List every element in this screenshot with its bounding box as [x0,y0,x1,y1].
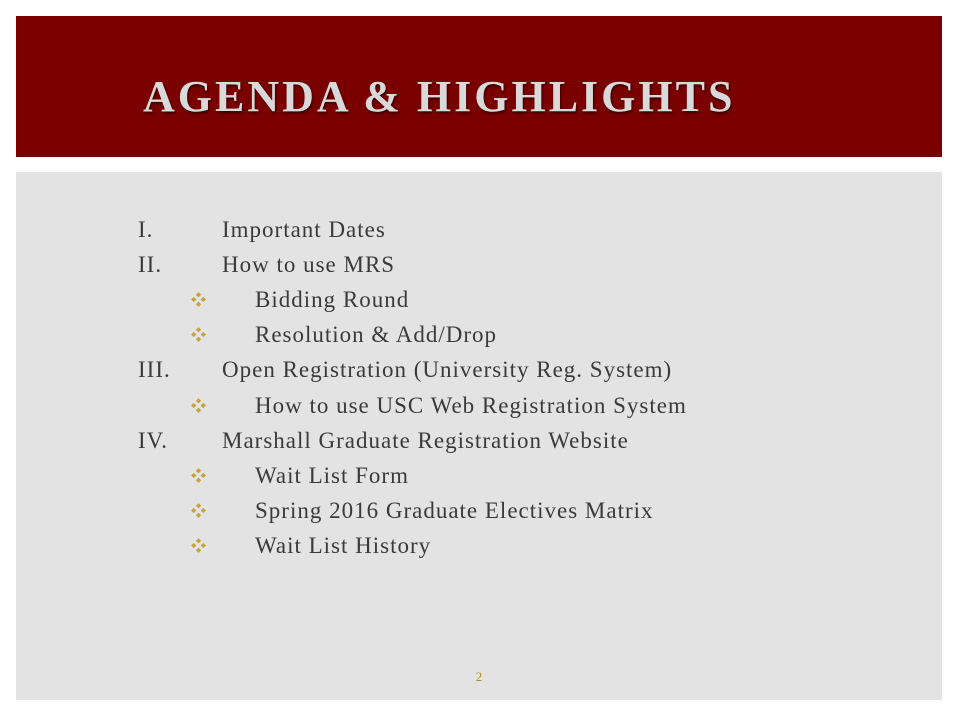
slide-title: AGENDA & HIGHLIGHTS [143,72,736,121]
four-diamond-bullet-icon [190,529,208,563]
section-label: Important Dates [222,217,386,242]
page-number: 2 [475,669,483,684]
agenda-list [16,172,942,700]
subitem-label: Wait List Form [255,463,409,488]
section-numeral: III. [138,357,171,382]
four-diamond-bullet-icon [190,283,208,317]
four-diamond-bullet-icon [190,494,208,528]
subitem-label: Wait List History [255,533,432,558]
four-diamond-bullet-icon [190,389,208,423]
subitem-label: Spring 2016 Graduate Electives Matrix [255,498,654,523]
section-numeral: IV. [138,428,169,453]
subitem-label: Bidding Round [255,287,410,312]
section-label: Open Registration (University Reg. System) [222,357,673,382]
four-diamond-bullet-icon [190,318,208,352]
section-numeral: II. [138,252,163,277]
subitem-label: Resolution & Add/Drop [255,322,498,347]
section-numeral: I. [138,217,154,242]
section-label: Marshall Graduate Registration Website [222,428,629,453]
subitem-label: How to use USC Web Registration System [255,393,687,418]
section-label: How to use MRS [222,252,396,277]
content-panel [16,172,942,700]
four-diamond-bullet-icon [190,459,208,493]
